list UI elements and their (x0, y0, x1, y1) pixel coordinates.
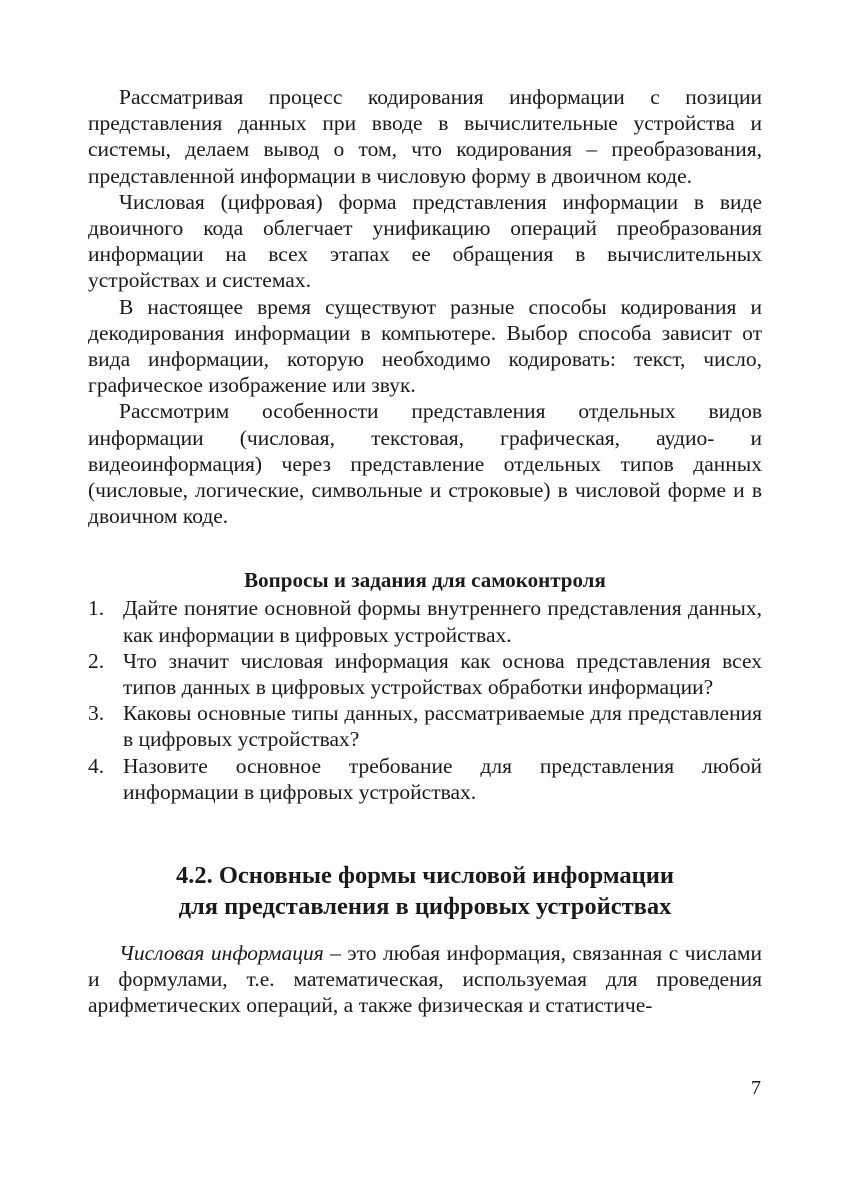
question-number: 2. (88, 648, 105, 673)
question-item (88, 753, 762, 805)
body-paragraph-1: Рассматривая процесс кодирования информации с позиции представления данных при вводе в вычислительные устройства и системы, делаем вывод о том, что кодирования – преобразования, представленной информации в числовую форму в двоичном коде. (88, 85, 762, 188)
question-number: 1. (88, 596, 105, 621)
page-number: 7 (751, 1077, 761, 1099)
question-item (88, 648, 762, 700)
question-text: Что значит числовая информация как основа представления всех типов данных в цифровых устройствах обработки информации? (123, 648, 762, 700)
question-text: Назовите основное требование для представления любой информации в цифровых устройствах. (123, 753, 762, 804)
question-item (88, 700, 762, 752)
question-text: Дайте понятие основной формы внутреннего представления данных, как информации в цифровых устройствах. (123, 596, 762, 647)
question-number: 3. (88, 701, 105, 726)
section-heading-line-1: 4.2. Основные формы числовой информации (176, 862, 674, 890)
body-paragraph-2: Числовая (цифровая) форма представления информации в виде двоичного кода облегчает унификацию операций преобразования информации на всех этапах ее обращения в вычислительных устройствах и системах. (88, 189, 762, 293)
body-paragraph-3: В настоящее время существуют разные способы кодирования и декодирования информации в компьютере. Выбор способа зависит от вида информации, которую необходимо кодировать: текст, число, графическое изображение или звук. (88, 294, 762, 398)
section-heading (88, 860, 762, 922)
self-check-title: Вопросы и задания для самоконтроля (244, 568, 606, 593)
body-paragraph-4: Рассмотрим особенности представления отдельных видов информации (числовая, текстовая, графическая, аудио- и видеоинформация) через представление отдельных типов данных (числовые, логические, символьные и строковые) в числовой форме и в двоичном коде. (88, 399, 762, 529)
definition-text: – это любая информация, связанная с числами и формулами, т.е. математическая, используемая для проведения арифметических операций, а также физическая и статистиче- (88, 941, 763, 1018)
section-heading-line-2: для представления в цифровых устройствах (178, 893, 672, 921)
defined-term: Числовая информация (119, 941, 324, 966)
question-text: Каковы основные типы данных, рассматриваемые для представления в цифровых устройствах? (123, 701, 762, 752)
question-list (88, 595, 762, 805)
question-item (88, 595, 762, 647)
page-body (88, 84, 762, 1019)
section-paragraph (88, 940, 762, 1019)
question-number: 4. (88, 753, 105, 778)
